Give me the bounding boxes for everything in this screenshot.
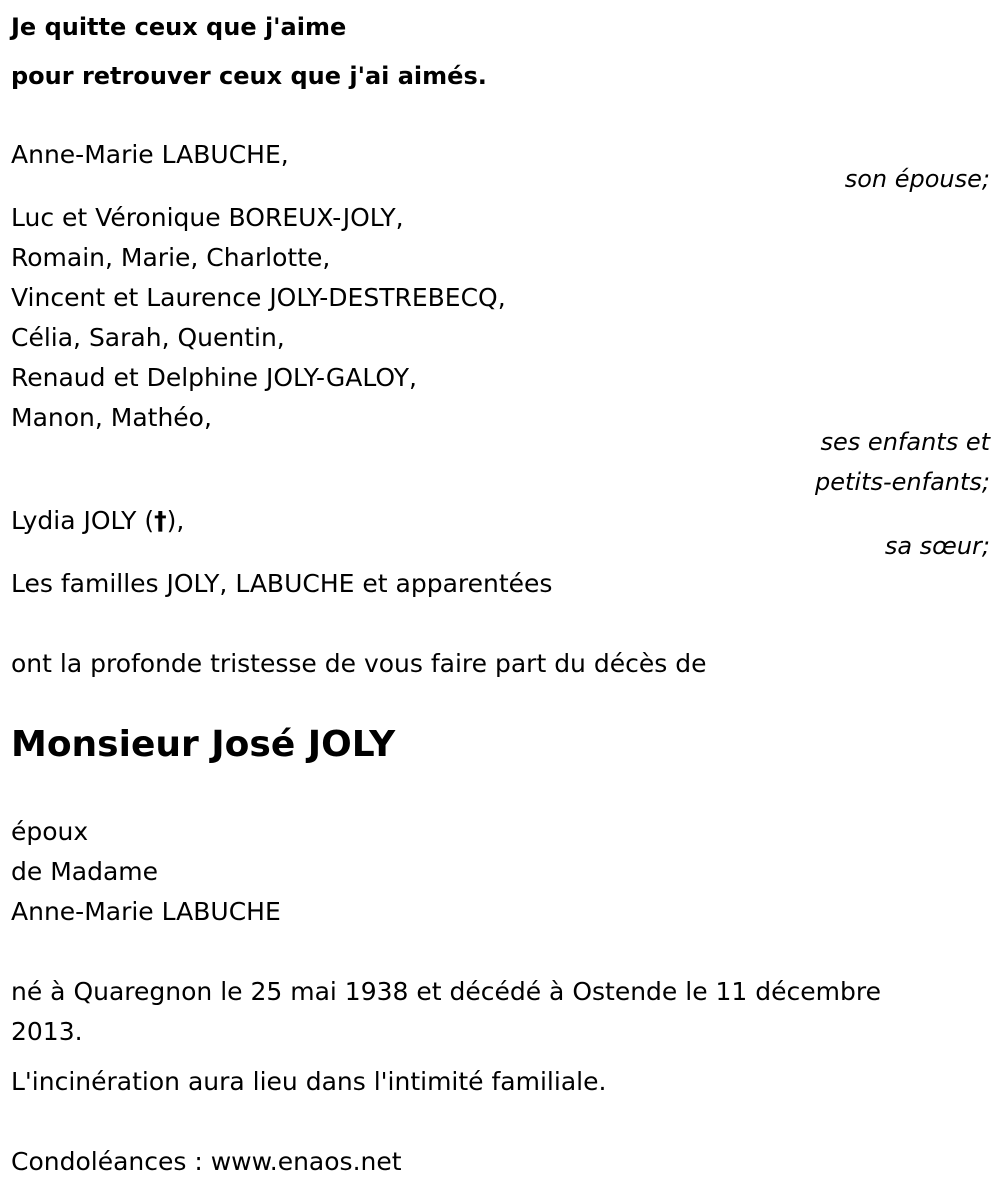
epigraph-line-1: Je quitte ceux que j'aime xyxy=(11,13,347,41)
husband-of-line-2: de Madame xyxy=(11,857,159,886)
child-line-2: Romain, Marie, Charlotte, xyxy=(11,243,331,272)
epigraph-line-2: pour retrouver ceux que j'ai aimés. xyxy=(11,62,487,90)
husband-of-line-1: époux xyxy=(11,817,89,846)
spouse-relation: son épouse; xyxy=(844,165,990,193)
birth-death-line-2: 2013. xyxy=(11,1017,83,1046)
child-line-3: Vincent et Laurence JOLY-DESTREBECQ, xyxy=(11,283,506,312)
deceased-name: Monsieur José JOLY xyxy=(11,724,396,765)
spouse-name: Anne-Marie LABUCHE, xyxy=(11,140,289,169)
sister-name-suffix: ), xyxy=(166,506,185,535)
sister-name-prefix: Lydia JOLY ( xyxy=(11,506,155,535)
sister-name xyxy=(11,506,184,536)
birth-death-line-1: né à Quaregnon le 25 mai 1938 et décédé à Ostende le 11 décembre xyxy=(11,977,881,1006)
child-line-5: Renaud et Delphine JOLY-GALOY, xyxy=(11,363,417,392)
cross-icon: † xyxy=(154,506,167,535)
child-line-4: Célia, Sarah, Quentin, xyxy=(11,323,285,352)
cremation-line: L'incinération aura lieu dans l'intimité familiale. xyxy=(11,1067,607,1096)
children-relation-line-1: ses enfants et xyxy=(820,428,990,456)
husband-of-line-3: Anne-Marie LABUCHE xyxy=(11,897,281,926)
condolences-line: Condoléances : www.enaos.net xyxy=(11,1147,402,1176)
announcement-line: ont la profonde tristesse de vous faire part du décès de xyxy=(11,649,707,678)
families-line: Les familles JOLY, LABUCHE et apparentées xyxy=(11,569,553,598)
child-line-1: Luc et Véronique BOREUX-JOLY, xyxy=(11,203,404,232)
sister-relation: sa sœur; xyxy=(884,532,990,560)
children-relation-line-2: petits-enfants; xyxy=(815,468,990,496)
child-line-6: Manon, Mathéo, xyxy=(11,403,212,432)
